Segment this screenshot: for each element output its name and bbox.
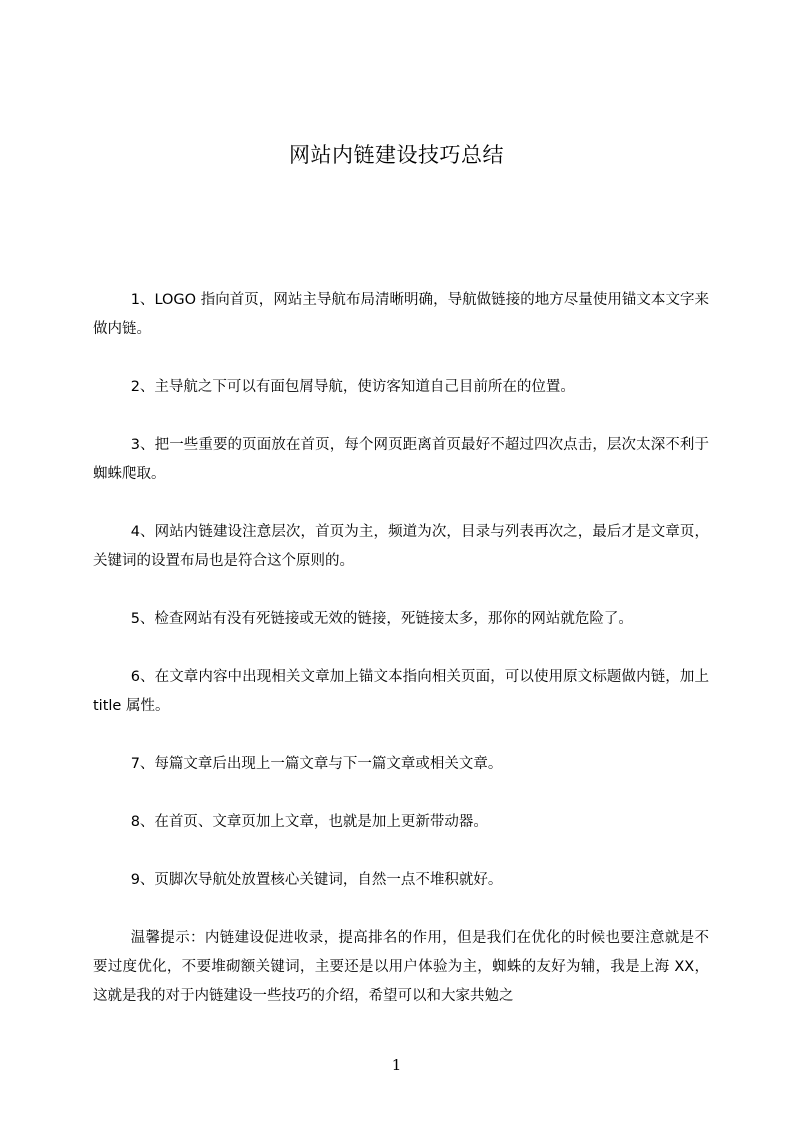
paragraph-8: 8、在首页、文章页加上文章，也就是加上更新带动器。 (130, 814, 488, 830)
paragraph-7: 7、每篇文章后出现上一篇文章与下一篇文章或相关文章。 (130, 756, 503, 772)
document-body (93, 286, 709, 1011)
page-number: 1 (391, 1056, 402, 1074)
paragraph-1: 1、LOGO 指向首页，网站主导航布局清晰明确，导航做链接的地方尽量使用锚文本文字来做内链。 (93, 292, 709, 337)
document-title: 网站内链建设技巧总结 (289, 143, 504, 167)
tip-paragraph: 温馨提示：内链建设促进收录，提高排名的作用，但是我们在优化的时候也要注意就是不要过度优化，不要堆砌额关键词，主要还是以用户体验为主，蜘蛛的友好为辅，我是上海 XX，这就是我的对于内链建设一些技巧的介绍，希望可以和大家共勉之 (93, 930, 709, 1004)
paragraph-3: 3、把一些重要的页面放在首页，每个网页距离首页最好不超过四次点击，层次太深不利于蜘蛛爬取。 (93, 437, 709, 482)
paragraph-9: 9、页脚次导航处放置核心关键词，自然一点不堆积就好。 (130, 872, 503, 888)
paragraph-6: 6、在文章内容中出现相关文章加上锚文本指向相关页面，可以使用原文标题做内链，加上 title 属性。 (93, 669, 709, 714)
paragraph-4: 4、网站内链建设注意层次，首页为主，频道为次，目录与列表再次之，最后才是文章页，关键词的设置布局也是符合这个原则的。 (93, 524, 709, 569)
paragraph-2: 2、主导航之下可以有面包屑导航，使访客知道自己目前所在的位置。 (130, 379, 575, 395)
paragraph-5: 5、检查网站有没有死链接或无效的链接，死链接太多，那你的网站就危险了。 (130, 611, 633, 627)
